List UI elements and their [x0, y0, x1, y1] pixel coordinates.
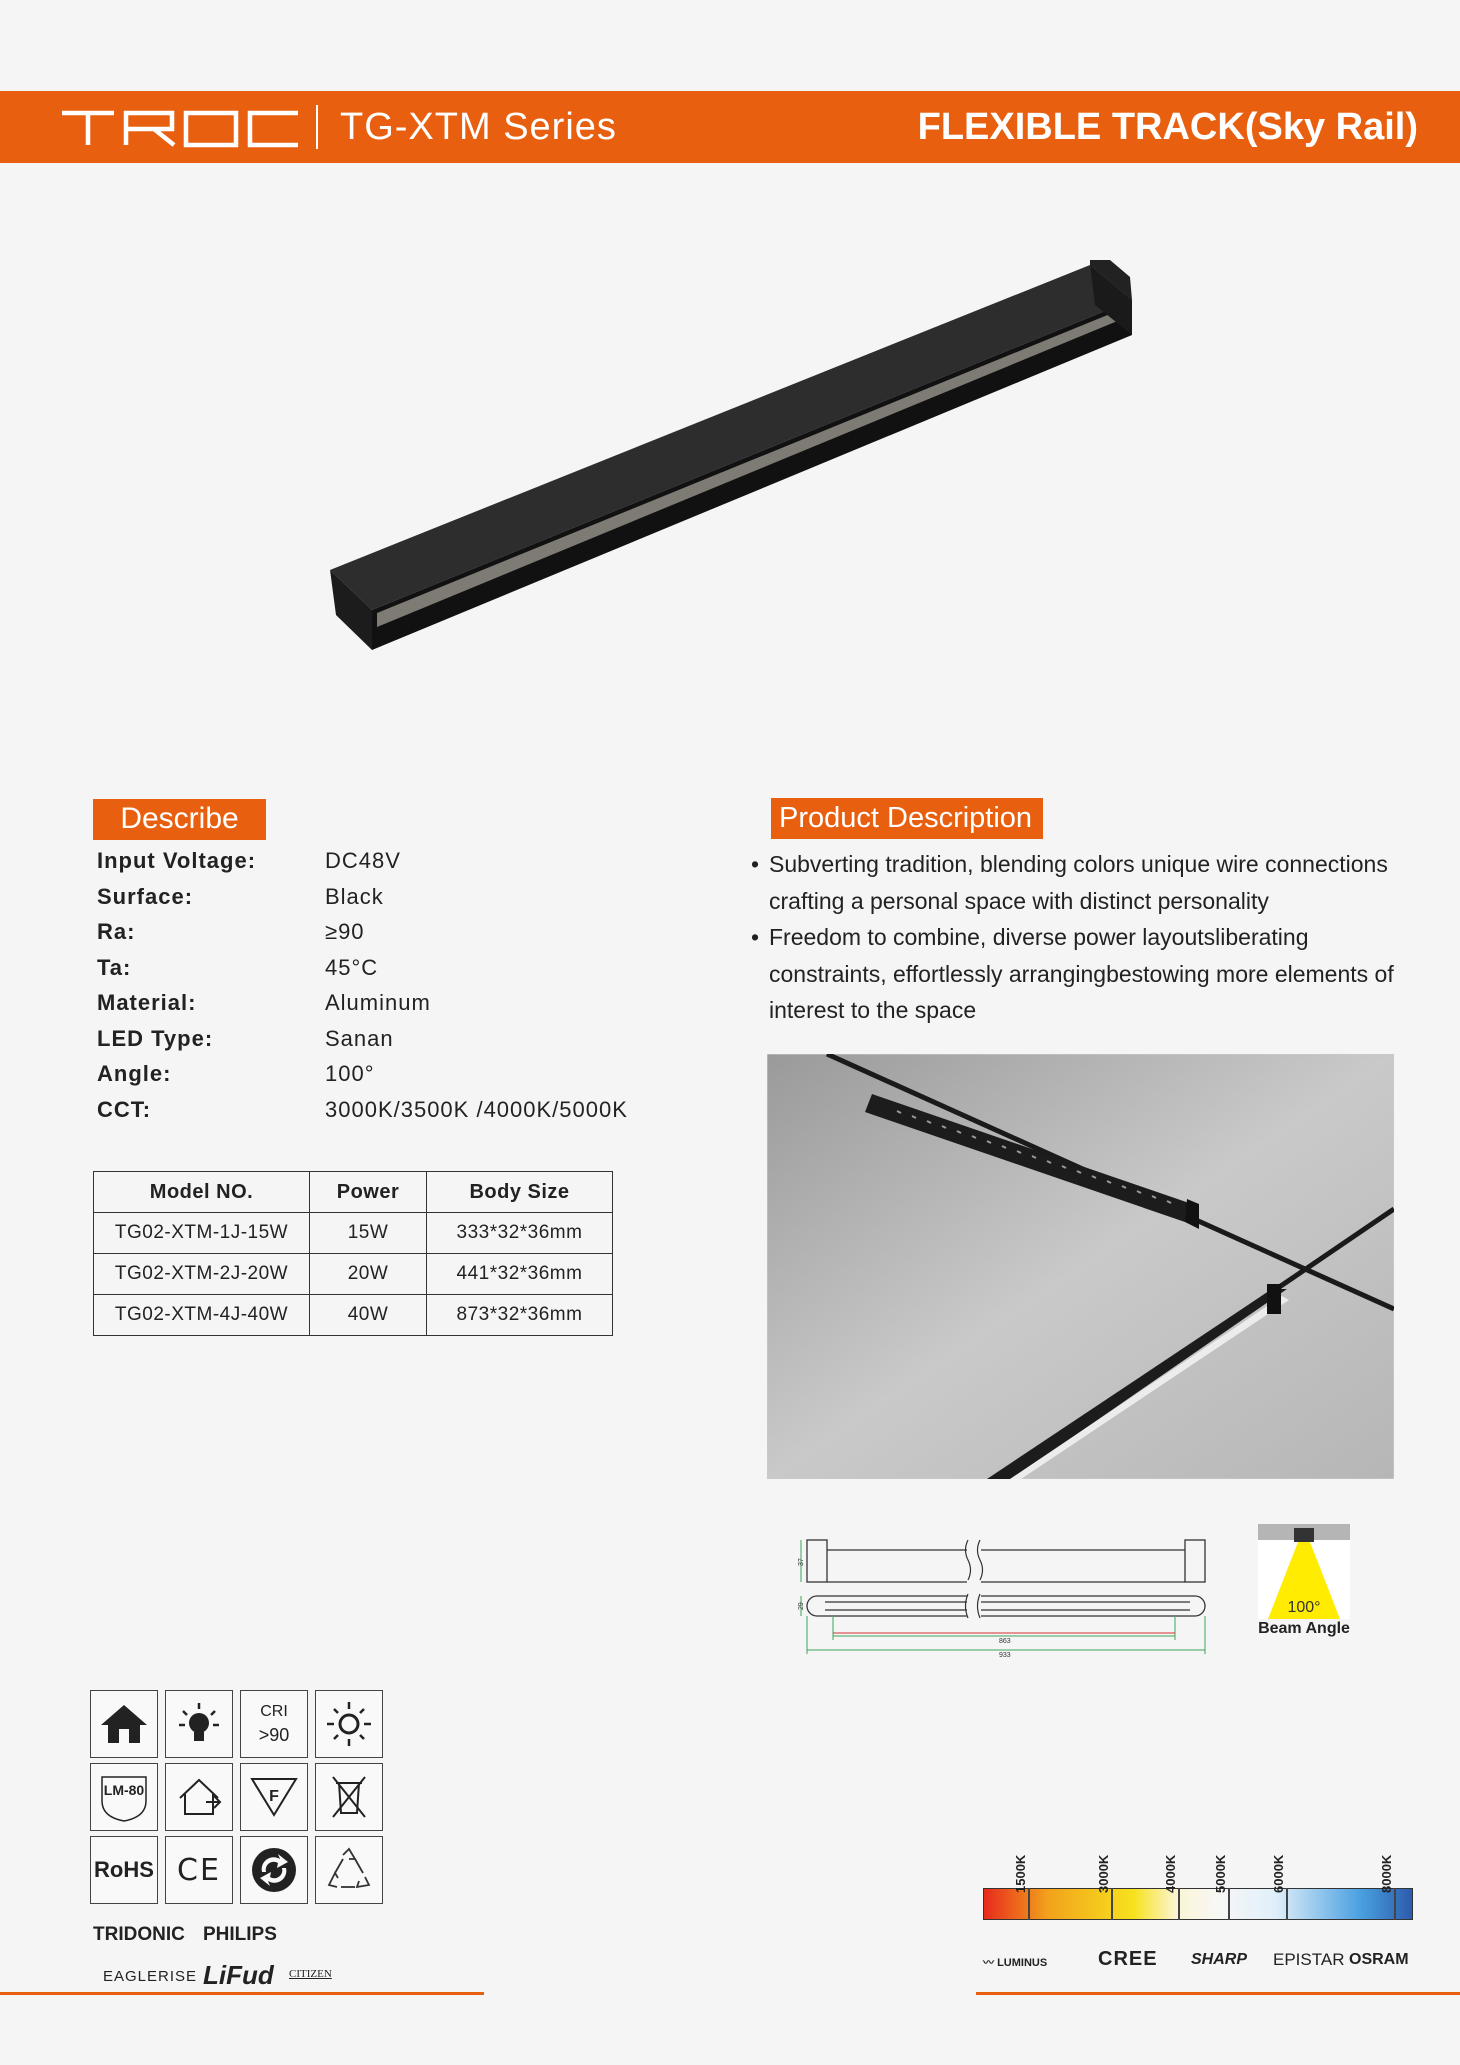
spec-row [97, 1026, 697, 1062]
models-table [93, 1171, 613, 1336]
cct-label: 5000K [1213, 1854, 1228, 1893]
spec-value: DC48V [325, 848, 401, 873]
table-row [94, 1295, 613, 1336]
beam-angle-label: Beam Angle [1258, 1620, 1350, 1637]
brand-epistar: EPISTAR [1273, 1950, 1345, 1969]
brand-cree: CREE [1098, 1948, 1158, 1970]
table-cell: 40W [310, 1295, 427, 1336]
dim-label-width: 29 [798, 1602, 805, 1610]
brand-citizen: CITIZEN [289, 1968, 332, 1980]
footer-line-left [0, 1992, 484, 1995]
table-cell: 441*32*36mm [427, 1254, 613, 1295]
rohs-text: RoHS [94, 1857, 154, 1882]
spec-value: Aluminum [325, 990, 431, 1015]
beam-angle-value: 100° [1287, 1599, 1321, 1616]
spec-label: Ra: [97, 919, 136, 944]
brand-luminus: 〰 LUMINUS [983, 1957, 1048, 1969]
cct-color-bar [983, 1888, 1413, 1920]
bulb-icon [165, 1690, 233, 1758]
home-outline-icon [165, 1763, 233, 1831]
cct-tick [1178, 1888, 1180, 1920]
cct-tick [1028, 1888, 1030, 1920]
sun-icon [315, 1690, 383, 1758]
spec-value: 45°C [325, 954, 379, 980]
recycle-icon [315, 1836, 383, 1904]
cct-label: 8000K [1379, 1854, 1394, 1893]
spec-label: CCT: [97, 1096, 152, 1122]
spec-label: Angle: [97, 1061, 172, 1086]
table-row [94, 1213, 613, 1254]
footer-line-right [976, 1992, 1460, 1995]
spec-row [97, 1061, 697, 1097]
brand-philips: PHILIPS [203, 1924, 277, 1945]
cct-tick [1394, 1888, 1396, 1920]
brand-lifud: LiFud [203, 1960, 274, 1990]
cri-badge [240, 1690, 308, 1758]
f-mark-icon [240, 1763, 308, 1831]
header-bar [0, 91, 1460, 163]
troc-logo [60, 105, 300, 149]
description-bullet: • Freedom to combine, diverse power layoutsliberating constraints, effortlessly arrangingbestowing more elements of interest to the space [751, 919, 1401, 1029]
spec-value: 3000K/3500K /4000K/5000K [325, 1096, 628, 1122]
spec-row [97, 1097, 697, 1133]
ce-mark [165, 1836, 233, 1904]
table-header: Model NO. [94, 1172, 310, 1213]
spec-row [97, 955, 697, 991]
cri-label: CRI [260, 1702, 288, 1720]
certification-icons [90, 1690, 384, 1904]
cct-label: 4000K [1163, 1854, 1178, 1893]
dim-label-total: 933 [999, 1652, 1011, 1659]
brand-luminus-text: LUMINUS [997, 1957, 1048, 1969]
description-bullets [751, 846, 1401, 1029]
spec-value: Black [325, 883, 384, 909]
brand-eaglerise: EAGLERISE [103, 1968, 198, 1985]
table-cell: 333*32*36mm [427, 1213, 613, 1254]
description-bullet: • Subverting tradition, blending colors unique wire connections crafting a personal space with distinct personality [751, 846, 1401, 919]
dim-label-inner: 863 [999, 1638, 1011, 1645]
cct-tick [1111, 1888, 1113, 1920]
product-description-tag: Product Description [771, 798, 1043, 839]
home-icon [90, 1690, 158, 1758]
cct-tick [1228, 1888, 1230, 1920]
table-cell: 873*32*36mm [427, 1295, 613, 1336]
series-title: TG-XTM Series [340, 106, 617, 148]
header-divider [316, 105, 318, 149]
page-title: FLEXIBLE TRACK(Sky Rail) [917, 106, 1418, 148]
green-dot-icon [240, 1836, 308, 1904]
cct-tick [1286, 1888, 1288, 1920]
spec-label: LED Type: [97, 1025, 214, 1051]
cri-value: >90 [258, 1724, 290, 1745]
table-header: Body Size [427, 1172, 613, 1213]
spec-value: 100° [325, 1061, 375, 1086]
table-cell: TG02-XTM-2J-20W [94, 1254, 310, 1295]
table-row [94, 1254, 613, 1295]
svg-text:F: F [269, 1788, 279, 1805]
lm80-badge [90, 1763, 158, 1831]
dim-label-height: 37 [798, 1558, 805, 1566]
lm80-text: LM-80 [103, 1782, 145, 1798]
spec-row [97, 848, 697, 884]
spec-row [97, 919, 697, 955]
table-cell: TG02-XTM-4J-40W [94, 1295, 310, 1336]
table-header: Power [310, 1172, 427, 1213]
ce-text: CE [177, 1852, 221, 1888]
table-cell: TG02-XTM-1J-15W [94, 1213, 310, 1254]
spec-row [97, 884, 697, 920]
spec-label: Surface: [97, 883, 194, 909]
table-cell: 20W [310, 1254, 427, 1295]
spec-list [97, 848, 697, 1132]
spec-row [97, 990, 697, 1026]
brand-osram: OSRAM [1349, 1951, 1409, 1968]
spec-value: ≥90 [325, 919, 365, 944]
cct-label: 1500K [1013, 1854, 1028, 1893]
cct-label: 6000K [1271, 1854, 1286, 1893]
describe-tag: Describe [93, 799, 266, 840]
spec-label: Material: [97, 990, 197, 1015]
brand-sharp: SHARP [1191, 1951, 1248, 1968]
beam-angle-diagram [1258, 1524, 1350, 1619]
dimension-drawing [795, 1530, 1215, 1660]
table-cell: 15W [310, 1213, 427, 1254]
installation-photo [767, 1054, 1394, 1479]
rohs-badge [90, 1836, 158, 1904]
product-image [320, 255, 1150, 695]
weee-bin-icon [315, 1763, 383, 1831]
spec-label: Input Voltage: [97, 848, 257, 873]
brand-tridonic: TRIDONIC [93, 1924, 185, 1945]
spec-value: Sanan [325, 1025, 394, 1051]
spec-label: Ta: [97, 954, 132, 980]
cct-label: 3000K [1096, 1854, 1111, 1893]
table-header-row [94, 1172, 613, 1213]
